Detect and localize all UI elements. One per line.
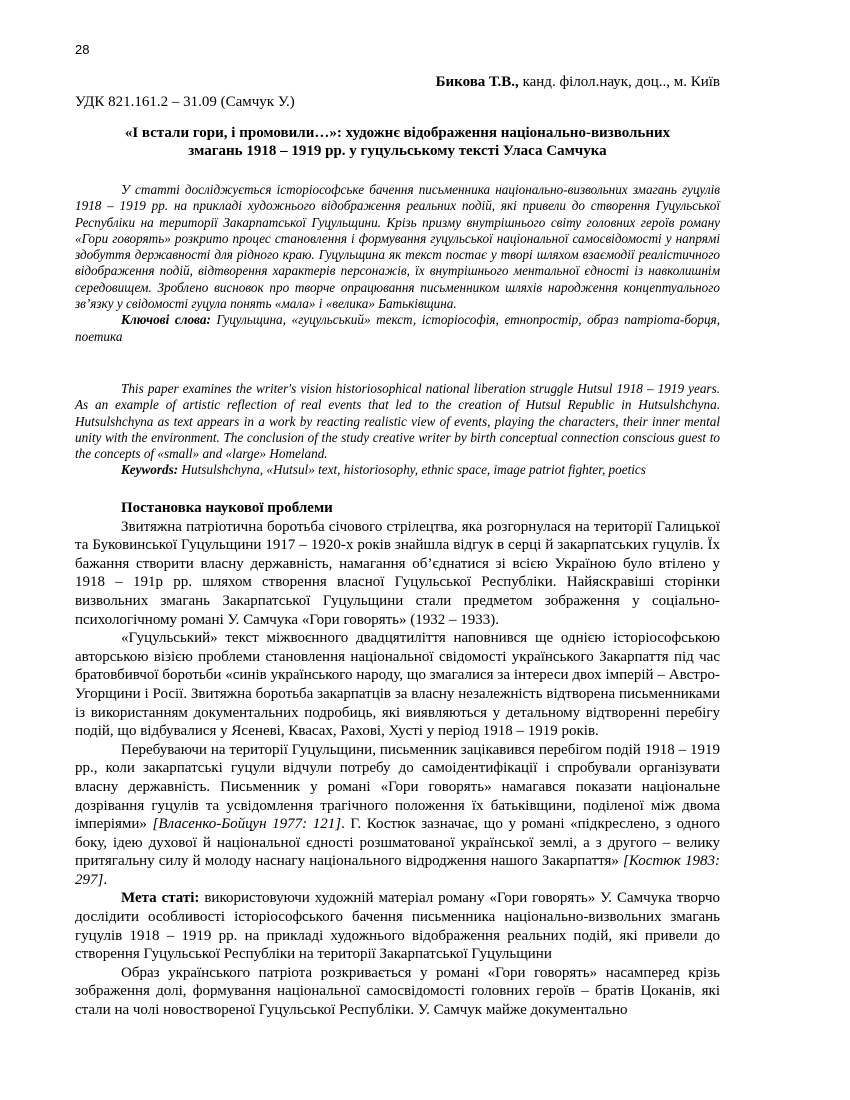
purpose-label: Мета статі: [121, 890, 200, 907]
abstract-ukrainian-text: У статті досліджується історіософське бачення письменника національно-визвольних змагань гуцулів 1918 – 1919 рр. на прикладі художнього відображення реальних подій, які привели до створення Гуцульської Республіки на території Закарпатської Гуцульщини. Крізь призму внутрішнього світу головних героїв роману «Гори говорять» розкрито процес становлення і формування гуцульської національної самосвідомості у напрямі здобуття державності для рідного краю. Гуцульщина як текст постає у творі шляхом взаємодії реалістичного відображення подій, відтворення характерів персонажів, їх внутрішнього ментальної єдності із навколишнім середовищем. Зроблено висновок про творче опрацювання письменником шляхів народження концептуального зв’язку у свідомості гуцула понять «мала» і «велика» Батьківщина. [75, 182, 720, 312]
author-details: канд. філол.наук, доц.., м. Київ [518, 74, 720, 90]
citation: [Власенко-Бойцун 1977: 121] [146, 816, 342, 833]
keywords-label: Keywords: [121, 462, 179, 478]
paragraph-2: «Гуцульський» текст міжвоєнного двадцятиліття наповнився ще однією історіософською авторською візією проблеми становлення національної свідомості українського Закарпаття під час братовбивчої боротьби «синів українського народу, що змагалися за інтереси двох імперій – Австро-Угорщини і Росії. Звитяжна боротьба закарпатців за власну незалежність відтворена письменниками із використанням документальних подробиць, які виявляються у детальному відтворенні перебігу подій, що відбувалися у Ясеневі, Квасах, Рахові, Хусті у період 1918 – 1919 років. [75, 630, 720, 740]
abstract-ukrainian [75, 182, 720, 345]
abstract-english-text: This paper examines the writer's vision historiosophical national liberation struggle Hutsul 1918 – 1919 years. As an example of artistic reflection of real events that led to the creation of Hutsul Republic in Hutsulshchyna. Hutsulshchyna as text appears in a work by reacting realistic view of events, playing the characters, their inner mental unity with the environment. The conclusion of the study creative writer by birth conceptual connection conscious guest to the concepts of «small» and «large» Homeland. [75, 381, 720, 462]
paragraph-4 [75, 889, 720, 963]
udc-code: УДК 821.161.2 – 31.09 (Самчук У.) [75, 94, 295, 110]
paragraph-1: Звитяжна патріотична боротьба січового стрілецтва, яка розгорнулася на території Галицької та Буковинської Гуцульщини 1917 – 1920-х років знайшла відгук в серці й закарпатських гуцулів. Їх бажання створити власну державність, намагання об’єднатися зі всією Україною було втілено у 1918 – 191р рр. шляхом створення власної Гуцульської Республіки. Найяскравіші сторінки визвольних змагань Закарпатської Гуцульщини стали предметом зображення у соціально-психологічному романі У. Самчука «Гори говорять» (1932 – 1933). [75, 518, 720, 628]
author-line [436, 74, 720, 91]
paragraph-5: Образ українського патріота розкривається у романі «Гори говорять» насамперед крізь зображення долі, формування національної самосвідомості головних героїв – братів Цоканів, які стали на чолі новоствореної Гуцульської Республіки. У. Самчук майже документально [75, 964, 720, 1019]
section-heading: Постановка наукової проблеми [121, 500, 333, 516]
keywords-list: Hutsulshchyna, «Hutsul» text, historiosophy, ethnic space, image patriot fighter, poetics [178, 462, 646, 478]
paragraph-4-text: використовуючи художній матеріал роману «Гори говорять» У. Самчука творчо дослідити особливості історіософського бачення письменника національно-визвольних змагань гуцулів 1918 – 1919 рр. на прикладі художнього відображення реальних подій, які привели до створення Гуцульської Республіки на території Закарпатської Гуцульщини [75, 890, 720, 963]
paragraph-3 [75, 741, 720, 890]
author-name: Бикова Т.В., [435, 74, 519, 90]
keywords-list: Гуцульщина, «гуцульський» текст, історіософія, етнопростір, образ патріота-борця, поетика [75, 312, 720, 344]
page-number: 28 [75, 42, 90, 57]
paragraph-3-end: . [103, 871, 108, 888]
keywords-label: Ключові слова: [121, 312, 211, 328]
article-title [75, 124, 720, 160]
article-title-line-1: «І встали гори, і промовили…»: художнє відображення національно-визвольних [124, 125, 671, 141]
abstract-english [75, 381, 720, 479]
keywords-english [75, 462, 720, 478]
article-body [75, 499, 720, 1020]
citation: [Костюк 1983: 297] [75, 853, 720, 888]
article-title-line-2: змагань 1918 – 1919 рр. у гуцульському тексті Уласа Самчука [188, 143, 607, 159]
paragraph-3-text-b: . Г. Костюк зазначає, що у романі «підкреслено, з одного боку, ідею духової й національної єдності розшматованої української землі, а з другого – велику притягальну силу й молоду наснагу національного відродження нашого Закарпаття» [75, 816, 720, 870]
paragraph-3-text-a: Перебуваючи на території Гуцульщини, письменник зацікавився перебігом подій 1918 – 1919 рр., коли закарпатські гуцули відчули потребу до самоідентифікації і спробували організувати власну державність. Письменник у романі «Гори говорять» намагався показати національне дозрівання гуцулів та усвідомлення трагічного положення їх батьківщини, поділеної між двома імперіями» [75, 741, 720, 833]
keywords-ukrainian [75, 312, 720, 345]
